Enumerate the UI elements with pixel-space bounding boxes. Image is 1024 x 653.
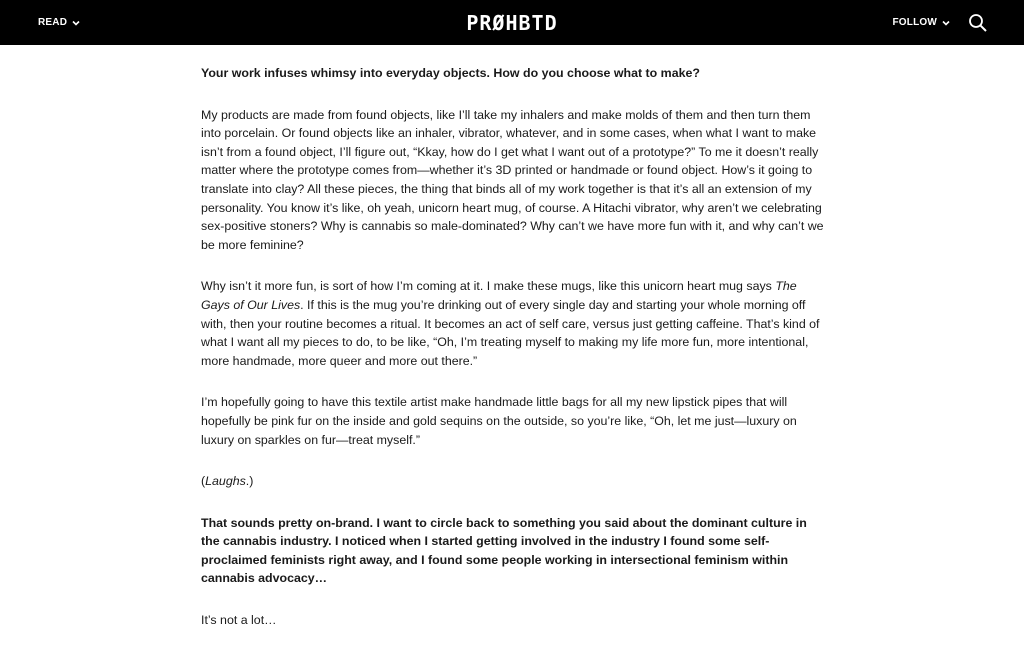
- read-menu[interactable]: [38, 0, 81, 45]
- follow-menu-label: FOLLOW: [892, 17, 937, 28]
- answer-text: . If this is the mug you’re drinking out of every single day and starting your whole morning off with, then your routine becomes a ritual. It becomes an act of self care, versus just getting caffeine. That’s kind of what I want all my pieces to do, to be like, “Oh, I’m treating myself to making my life more fun, more intentional, more handmade, more queer and more out there.”: [201, 297, 820, 368]
- article-body: [201, 64, 826, 653]
- read-menu-label: READ: [38, 17, 68, 28]
- interview-answer: My products are made from found objects, like I’ll take my inhalers and make molds of them and then turn them into porcelain. Or found objects like an inhaler, vibrator, whatever, and in some cases, when what I want to make isn’t from a found object, I’ll figure out, “Kkay, how do I get what I want out of a prototype?” To me it doesn’t really matter where the prototype comes from—whether it’s 3D printed or handmade or found object. How’s it going to translate into clay? All these pieces, the thing that binds all of my work together is that it’s all an extension of my personality. You know it’s like, oh yeah, unicorn heart mug, of course. A Hitachi vibrator, why aren’t we celebrating sex-positive stoners? Why is cannabis so male-dominated? Why can’t we have more fun with it, and why can’t we be more feminine?: [201, 107, 824, 252]
- chevron-down-icon: [941, 18, 951, 28]
- interview-answer: It’s not a lot…: [201, 613, 277, 628]
- mug-slogan-italic: The Gays of Our Lives: [201, 279, 797, 312]
- aside-close: .): [245, 474, 254, 489]
- laughs-aside: [201, 472, 826, 491]
- interview-answer: I’m hopefully going to have this textile artist make handmade little bags for all my new lipstick pipes that will hopefully be pink fur on the inside and gold sequins on the outside, so you’re like, “Oh, let me just—luxury on luxury on sparkles on fur—treat myself.”: [201, 395, 797, 447]
- aside-open: (: [201, 474, 206, 489]
- interview-answer: [201, 277, 826, 370]
- search-icon[interactable]: [968, 13, 988, 33]
- chevron-down-icon: [71, 18, 81, 28]
- site-logo[interactable]: PRØHBTD: [466, 10, 558, 35]
- answer-text: Why isn’t it more fun, is sort of how I’m coming at it. I make these mugs, like this unicorn heart mug says: [201, 279, 776, 294]
- interview-question: Your work infuses whimsy into everyday objects. How do you choose what to make?: [201, 66, 700, 80]
- aside-italic: Laughs: [205, 474, 246, 489]
- interview-question: That sounds pretty on-brand. I want to circle back to something you said about the dominant culture in the cannabis industry. I noticed when I started getting involved in the industry I found some self-proclaimed feminists right away, and I found some people working in intersectional feminism within cannabis advocacy…: [201, 515, 807, 586]
- top-nav-bar: [0, 0, 1024, 45]
- follow-menu[interactable]: [892, 0, 951, 45]
- logo-container: [0, 0, 1024, 45]
